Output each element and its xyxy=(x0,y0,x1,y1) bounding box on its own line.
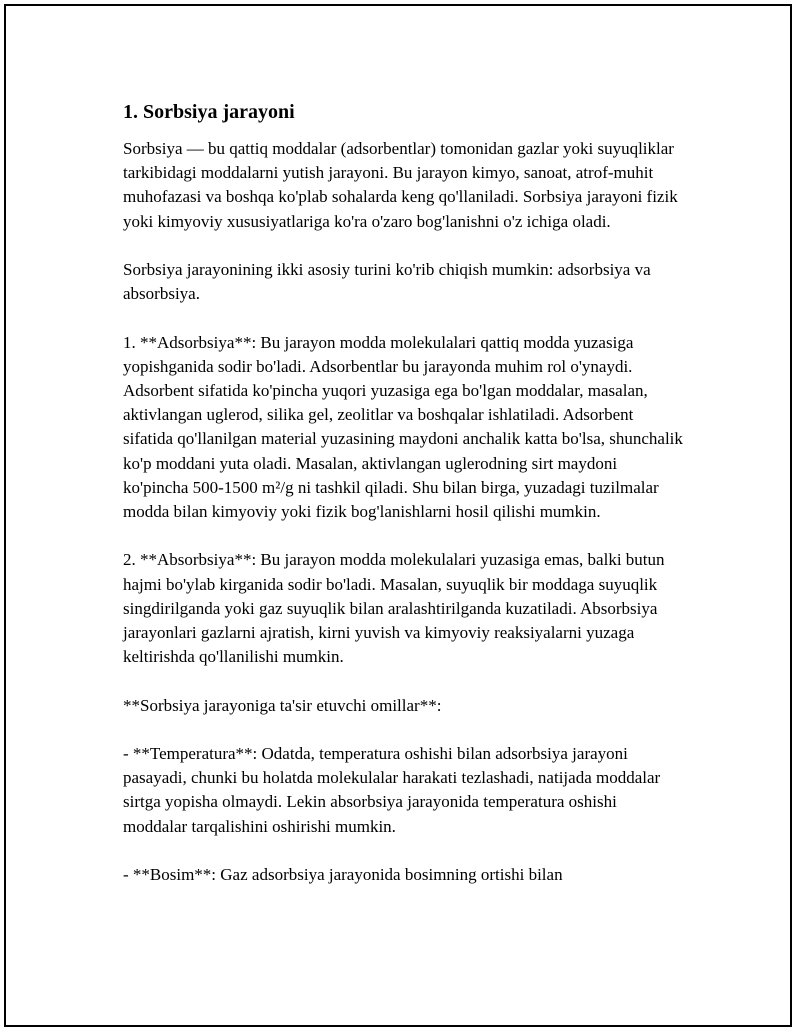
section-heading: 1. Sorbsiya jarayoni xyxy=(123,101,295,123)
paragraph-absorbsiya: 2. **Absorbsiya**: Bu jarayon modda molekulalari yuzasiga emas, balki butun hajmi bo'ylab kirganida sodir bo'ladi. Masalan, suyuqlik bir moddaga suyuqlik singdirilganda yoki gaz suyuqlik bilan aralashtirilganda kuzatiladi. Absorbsiya jarayonlari gazlarni ajratish, kirni yuvish va kimyoviy reaksiyalarni yuzaga keltirishda qo'llanilishi mumkin. xyxy=(123,550,665,667)
document-body xyxy=(123,100,683,911)
paragraph-temperature: - **Temperatura**: Odatda, temperatura oshishi bilan adsorbsiya jarayoni pasayadi, chunki bu holatda molekulalar harakati tezlashadi, natijada moddalar sirtga yopisha olmaydi. Lekin absorbsiya jarayonida temperatura oshishi moddalar tarqalishini oshirishi mumkin. xyxy=(123,744,661,836)
page-frame xyxy=(4,4,792,1027)
paragraph-factors-heading: **Sorbsiya jarayoniga ta'sir etuvchi omillar**: xyxy=(123,695,442,715)
paragraph-adsorbsiya: 1. **Adsorbsiya**: Bu jarayon modda molekulalari qattiq modda yuzasiga yopishganida sodir bo'ladi. Adsorbentlar bu jarayonda muhim rol o'ynaydi. Adsorbent sifatida ko'pincha yuqori yuzasiga ega bo'lgan moddalar, masalan, aktivlangan uglerod, silika gel, zeolitlar va boshqalar ishlatiladi. Adsorbent sifatida qo'llanilgan material yuzasining maydoni anchalik katta bo'lsa, shunchalik ko'p moddani yuta oladi. Masalan, aktivlangan uglerodning sirt maydoni ko'pincha 500-1500 m²/g ni tashkil qiladi. Shu bilan birga, yuzadagi tuzilmalar modda bilan kimyoviy yoki fizik bog'lanishlarni hosil qilishi mumkin. xyxy=(123,332,683,522)
paragraph-pressure: - **Bosim**: Gaz adsorbsiya jarayonida bosimning ortishi bilan xyxy=(123,865,563,884)
paragraph-intro: Sorbsiya — bu qattiq moddalar (adsorbentlar) tomonidan gazlar yoki suyuqliklar tarkibidagi moddalarni yutish jarayoni. Bu jarayon kimyo, sanoat, atrof-muhit muhofazasi va boshqa ko'plab sohalarda keng qo'llaniladi. Sorbsiya jarayoni fizik yoki kimyoviy xususiyatlariga ko'ra o'zaro bog'lanishni o'z ichiga oladi. xyxy=(123,139,678,231)
paragraph-types: Sorbsiya jarayonining ikki asosiy turini ko'rib chiqish mumkin: adsorbsiya va absorbsiya. xyxy=(123,260,651,304)
